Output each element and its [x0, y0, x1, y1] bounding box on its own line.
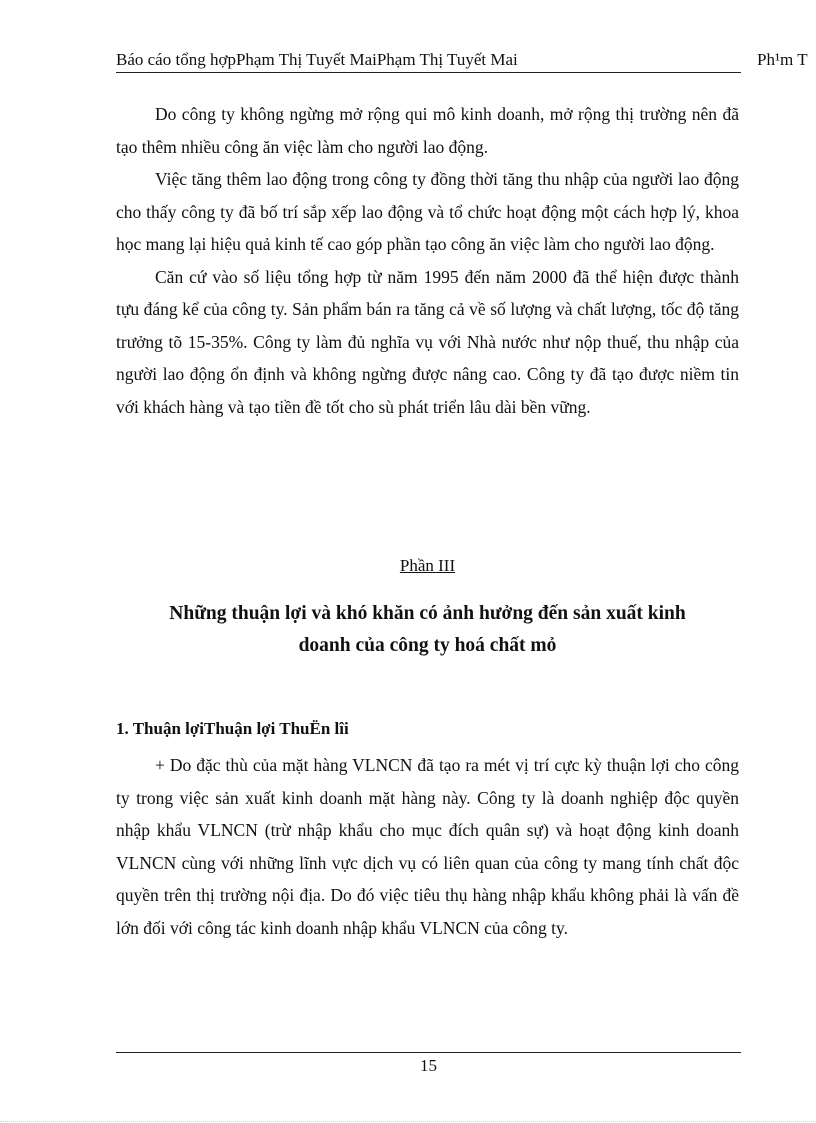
body-text-top	[116, 98, 739, 423]
body-text-bottom	[116, 749, 739, 944]
page-number: 15	[420, 1056, 437, 1075]
section-title	[116, 598, 739, 662]
paragraph: Căn cứ vào số liệu tổng hợp từ năm 1995 đến năm 2000 đã thể hiện được thành tựu đáng kể của công ty. Sản phẩm bán ra tăng cả về số lượng và chất lượng, tốc độ tăng trưởng tõ 15-35%. Công ty làm đủ nghĩa vụ với Nhà nước như nộp thuế, thu nhập của người lao động ổn định và không ngừng được nâng cao. Công ty đã tạo được niềm tin với khách hàng và tạo tiền đề tốt cho sù phát triển lâu dài bền vững.	[116, 266, 739, 417]
section-title-line: Những thuận lợi và khó khăn có ảnh hưởng đến sản xuất kinh	[169, 603, 686, 624]
running-header-left: Báo cáo tổng hợpPhạm Thị Tuyết MaiPhạm Thị Tuyết Mai	[116, 50, 518, 69]
section-label: Phần III	[399, 556, 456, 575]
section-title-line: doanh của công ty hoá chất mỏ	[298, 635, 557, 656]
paragraph: Việc tăng thêm lao động trong công ty đồng thời tăng thu nhập của người lao động cho thấy công ty đã bố trí sắp xếp lao động và tổ chức hoạt động một cách hợp lý, khoa học mang lại hiệu quả kinh tế cao góp phần tạo công ăn việc làm cho người lao động.	[116, 169, 739, 254]
footer-divider	[116, 1052, 741, 1053]
subheading: 1. Thuận lợiThuận lợi ThuËn lîi	[116, 719, 349, 738]
page-bottom-border	[0, 1121, 816, 1122]
paragraph: Do công ty không ngừng mở rộng qui mô kinh doanh, mở rộng thị trường nên đã tạo thêm nhiều công ăn việc làm cho người lao động.	[116, 104, 739, 157]
running-header-right: Ph¹m T	[757, 50, 808, 69]
header-divider	[116, 72, 741, 73]
paragraph: + Do đặc thù của mặt hàng VLNCN đã tạo ra mét vị trí cực kỳ thuận lợi cho công ty trong việc sản xuất kinh doanh mặt hàng này. Công ty là doanh nghiệp độc quyền nhập khẩu VLNCN (trừ nhập khẩu cho mục đích quân sự) và hoạt động kinh doanh VLNCN cùng với những lĩnh vực dịch vụ có liên quan của công ty mang tính chất độc quyền trên thị trường nội địa. Do đó việc tiêu thụ hàng nhập khẩu không phải là vấn đề lớn đối với công tác kinh doanh nhập khẩu VLNCN của công ty.	[116, 755, 739, 938]
